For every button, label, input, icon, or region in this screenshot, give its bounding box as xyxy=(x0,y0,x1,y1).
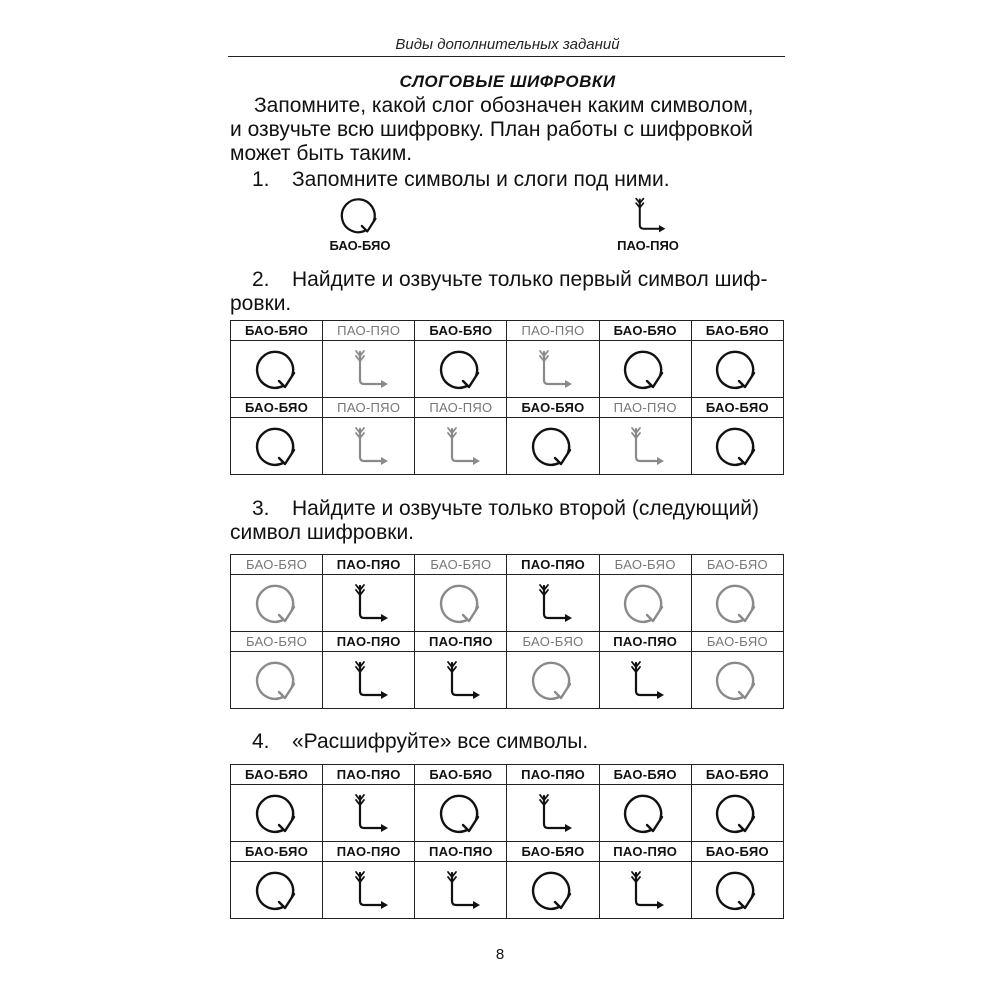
circle-arrow-icon xyxy=(528,423,578,469)
symbol-cell xyxy=(599,652,691,709)
circle-arrow-icon xyxy=(252,423,302,469)
step-number: 4. xyxy=(252,730,270,753)
syllable-label: ПАО-ПЯО xyxy=(323,398,415,418)
circle-arrow-icon xyxy=(712,657,762,703)
syllable-label: БАО-БЯО xyxy=(691,842,783,862)
legend-circle xyxy=(320,194,400,253)
syllable-label: ПАО-ПЯО xyxy=(415,842,507,862)
symbol-cell xyxy=(599,575,691,632)
symbol-cell xyxy=(691,785,783,842)
step-3 xyxy=(230,497,759,545)
corner-arrow-icon xyxy=(436,867,486,913)
symbol-cell xyxy=(599,418,691,475)
syllable-label: БАО-БЯО xyxy=(415,555,507,575)
symbol-cell xyxy=(231,575,323,632)
legend-label: БАО-БЯО xyxy=(329,238,391,253)
circle-arrow-icon xyxy=(436,580,486,626)
syllable-label: ПАО-ПЯО xyxy=(323,555,415,575)
symbol-cell xyxy=(323,418,415,475)
step-text: Запомните символы и слоги под ними. xyxy=(292,168,670,191)
syllable-label: БАО-БЯО xyxy=(691,632,783,652)
syllable-label: ПАО-ПЯО xyxy=(415,398,507,418)
syllable-label: ПАО-ПЯО xyxy=(599,632,691,652)
symbol-cell xyxy=(415,652,507,709)
symbol-cell xyxy=(691,575,783,632)
circle-arrow-icon xyxy=(620,790,670,836)
symbol-cell xyxy=(231,652,323,709)
symbol-cell xyxy=(691,418,783,475)
syllable-label: БАО-БЯО xyxy=(691,321,783,341)
step-text: «Расшифруйте» все символы. xyxy=(292,730,589,753)
symbol-cell xyxy=(599,862,691,919)
intro-line: Запомните, какой слог обозначен каким символом, xyxy=(254,94,754,117)
circle-arrow-icon xyxy=(620,346,670,392)
symbol-cell xyxy=(507,575,599,632)
step-number: 3. xyxy=(252,497,270,520)
symbol-cell xyxy=(231,785,323,842)
circle-arrow-icon xyxy=(252,346,302,392)
corner-arrow-icon xyxy=(620,657,670,703)
syllable-label: БАО-БЯО xyxy=(691,398,783,418)
circle-arrow-icon xyxy=(712,423,762,469)
circle-arrow-icon xyxy=(252,867,302,913)
label-row xyxy=(231,555,784,575)
symbol-cell xyxy=(507,862,599,919)
circle-arrow-icon xyxy=(337,194,383,236)
syllable-label: БАО-БЯО xyxy=(231,398,323,418)
symbol-cell xyxy=(691,862,783,919)
symbol-cell xyxy=(231,862,323,919)
syllable-label: БАО-БЯО xyxy=(231,765,323,785)
syllable-label: БАО-БЯО xyxy=(507,398,599,418)
symbol-cell xyxy=(691,341,783,398)
syllable-label: ПАО-ПЯО xyxy=(599,398,691,418)
label-row xyxy=(231,765,784,785)
syllable-label: БАО-БЯО xyxy=(415,321,507,341)
symbol-row xyxy=(231,652,784,709)
symbol-cell xyxy=(323,341,415,398)
step-text: ровки. xyxy=(230,292,292,315)
label-row xyxy=(231,321,784,341)
syllable-label: ПАО-ПЯО xyxy=(323,842,415,862)
corner-arrow-icon xyxy=(436,657,486,703)
symbol-row xyxy=(231,341,784,398)
corner-arrow-icon xyxy=(528,790,578,836)
syllable-label: ПАО-ПЯО xyxy=(323,765,415,785)
intro-paragraph xyxy=(230,94,753,166)
circle-arrow-icon xyxy=(252,790,302,836)
page-number: 8 xyxy=(495,946,505,963)
corner-arrow-icon xyxy=(344,580,394,626)
symbol-cell xyxy=(323,785,415,842)
symbol-cell xyxy=(415,341,507,398)
symbol-cell xyxy=(415,862,507,919)
corner-arrow-icon xyxy=(344,657,394,703)
corner-arrow-icon xyxy=(344,423,394,469)
step-4 xyxy=(230,730,588,754)
step-text: Найдите и озвучьте только первый символ шиф- xyxy=(292,268,768,291)
step-number: 2. xyxy=(252,268,270,291)
syllable-label: ПАО-ПЯО xyxy=(507,765,599,785)
circle-arrow-icon xyxy=(712,790,762,836)
symbol-cell xyxy=(415,785,507,842)
circle-arrow-icon xyxy=(712,867,762,913)
header-rule xyxy=(228,56,785,57)
syllable-label: БАО-БЯО xyxy=(415,765,507,785)
circle-arrow-icon xyxy=(436,346,486,392)
label-row xyxy=(231,632,784,652)
symbol-cell xyxy=(323,575,415,632)
running-header: Виды дополнительных заданий xyxy=(395,36,620,53)
corner-arrow-icon xyxy=(344,790,394,836)
corner-arrow-icon xyxy=(344,346,394,392)
syllable-label: БАО-БЯО xyxy=(691,765,783,785)
symbol-cell xyxy=(415,575,507,632)
syllable-label: ПАО-ПЯО xyxy=(507,555,599,575)
corner-arrow-icon xyxy=(344,867,394,913)
symbol-cell xyxy=(599,341,691,398)
legend-label: ПАО-ПЯО xyxy=(617,238,679,253)
section-title: СЛОГОВЫЕ ШИФРОВКИ xyxy=(399,72,616,91)
corner-arrow-icon xyxy=(528,580,578,626)
symbol-cell xyxy=(507,341,599,398)
circle-arrow-icon xyxy=(712,346,762,392)
cipher-table-2 xyxy=(230,554,784,709)
circle-arrow-icon xyxy=(620,580,670,626)
step-1 xyxy=(230,168,670,192)
corner-arrow-icon xyxy=(625,194,671,236)
corner-arrow-icon xyxy=(620,423,670,469)
syllable-label: ПАО-ПЯО xyxy=(507,321,599,341)
syllable-label: ПАО-ПЯО xyxy=(323,632,415,652)
syllable-label: БАО-БЯО xyxy=(231,632,323,652)
syllable-label: БАО-БЯО xyxy=(599,555,691,575)
step-number: 1. xyxy=(252,168,270,191)
symbol-cell xyxy=(691,652,783,709)
label-row xyxy=(231,842,784,862)
syllable-label: БАО-БЯО xyxy=(231,555,323,575)
corner-arrow-icon xyxy=(528,346,578,392)
symbol-row xyxy=(231,785,784,842)
symbol-row xyxy=(231,862,784,919)
circle-arrow-icon xyxy=(252,657,302,703)
cipher-table-3 xyxy=(230,764,784,919)
step-text: Найдите и озвучьте только второй (следующий) xyxy=(292,497,760,520)
corner-arrow-icon xyxy=(436,423,486,469)
syllable-label: БАО-БЯО xyxy=(231,321,323,341)
syllable-label: БАО-БЯО xyxy=(507,632,599,652)
symbol-cell xyxy=(415,418,507,475)
syllable-label: БАО-БЯО xyxy=(691,555,783,575)
symbol-row xyxy=(231,418,784,475)
symbol-cell xyxy=(599,785,691,842)
corner-arrow-icon xyxy=(620,867,670,913)
circle-arrow-icon xyxy=(712,580,762,626)
intro-line: и озвучьте всю шифровку. План работы с шифровкой xyxy=(230,118,753,141)
syllable-label: ПАО-ПЯО xyxy=(323,321,415,341)
syllable-label: БАО-БЯО xyxy=(231,842,323,862)
circle-arrow-icon xyxy=(436,790,486,836)
symbol-cell xyxy=(507,652,599,709)
syllable-label: БАО-БЯО xyxy=(507,842,599,862)
symbol-cell xyxy=(323,862,415,919)
syllable-label: БАО-БЯО xyxy=(599,765,691,785)
circle-arrow-icon xyxy=(528,657,578,703)
symbol-cell xyxy=(507,418,599,475)
legend-corner xyxy=(608,194,688,253)
syllable-label: ПАО-ПЯО xyxy=(415,632,507,652)
symbol-row xyxy=(231,575,784,632)
intro-line: может быть таким. xyxy=(230,142,413,165)
syllable-label: БАО-БЯО xyxy=(599,321,691,341)
symbol-cell xyxy=(231,418,323,475)
cipher-table-1 xyxy=(230,320,784,475)
symbol-cell xyxy=(507,785,599,842)
label-row xyxy=(231,398,784,418)
circle-arrow-icon xyxy=(252,580,302,626)
step-text: символ шифровки. xyxy=(230,521,415,544)
syllable-label: ПАО-ПЯО xyxy=(599,842,691,862)
step-2 xyxy=(230,268,767,316)
symbol-cell xyxy=(231,341,323,398)
circle-arrow-icon xyxy=(528,867,578,913)
symbol-cell xyxy=(323,652,415,709)
